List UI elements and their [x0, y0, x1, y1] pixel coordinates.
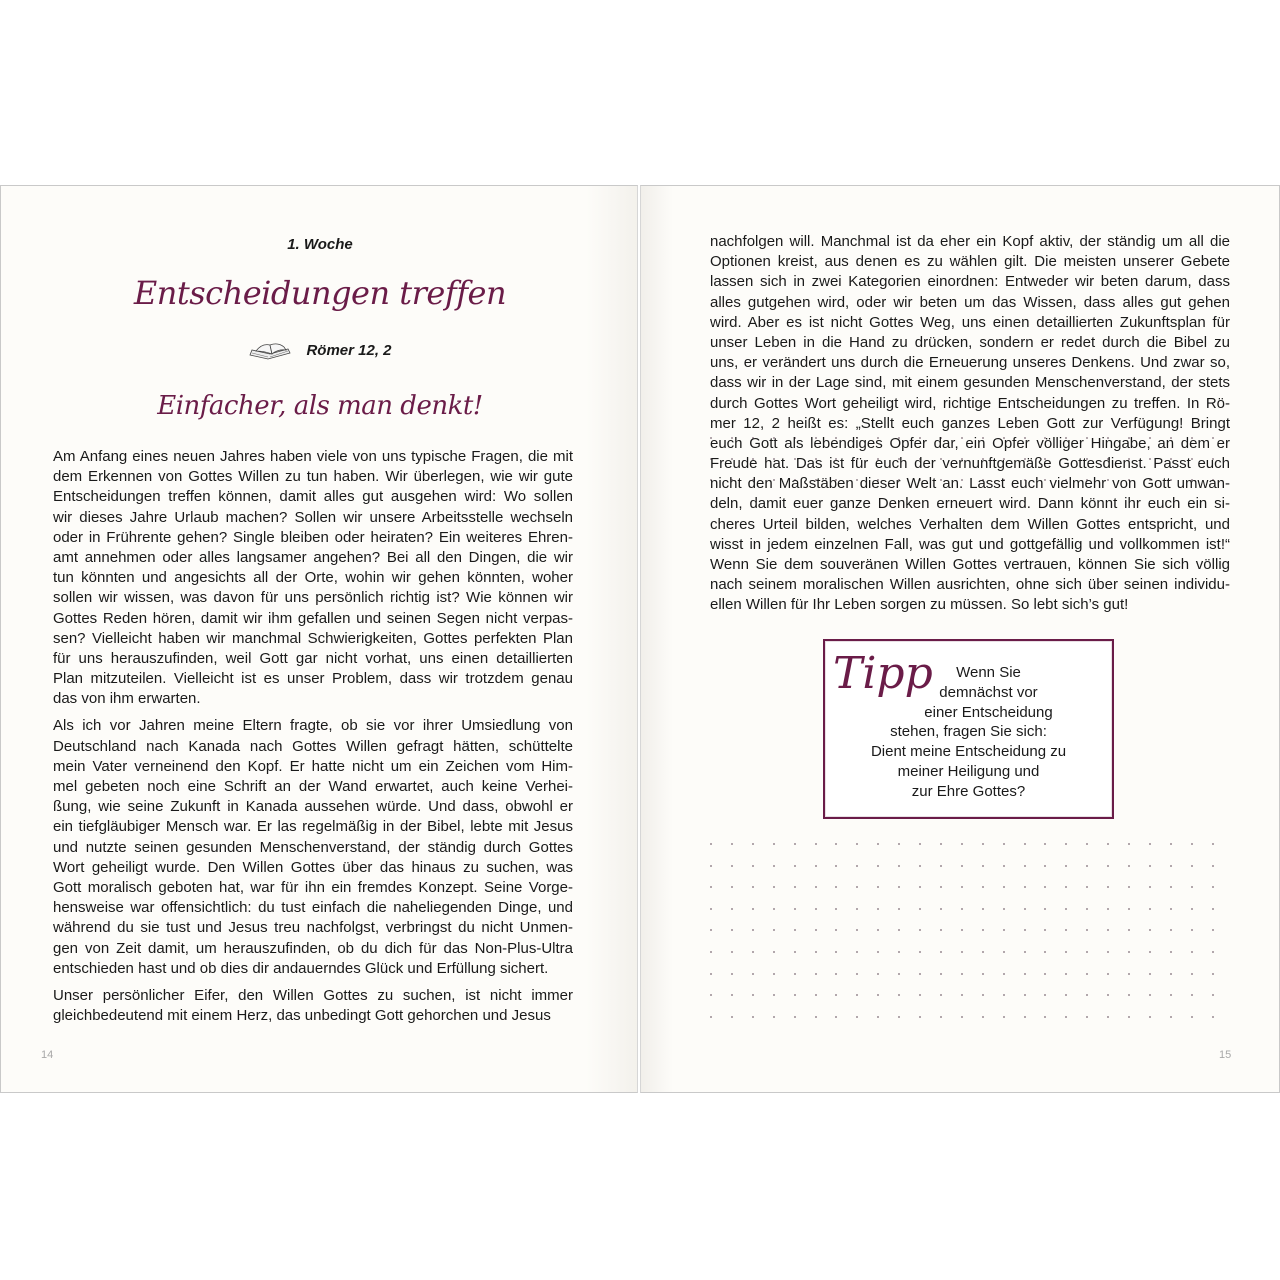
tip-box [823, 639, 1114, 819]
grid-dot [1149, 973, 1151, 975]
grid-dot [1086, 1016, 1088, 1018]
grid-dot [1149, 1016, 1151, 1018]
week-label: 1. Woche [287, 236, 353, 253]
paragraph [710, 232, 1230, 616]
grid-dot [877, 908, 879, 910]
grid-dot [1044, 843, 1046, 845]
grid-dot [898, 886, 900, 888]
grid-dot [898, 929, 900, 931]
text-line: Gott moralisch geboten hat, war für ihn ein fremdes Konzept. Seine Vorge- [53, 878, 573, 896]
grid-dot [752, 994, 754, 996]
grid-dot [815, 843, 817, 845]
page-number: 15 [1219, 1049, 1232, 1061]
grid-dot [961, 908, 963, 910]
tip-line: Wenn Sie [956, 664, 1021, 681]
text-line: Am Anfang eines neuen Jahres haben viele von uns typische Fragen, die mit [53, 448, 573, 465]
grid-dot [835, 908, 837, 910]
grid-dot [940, 951, 942, 953]
grid-dot [1191, 1016, 1193, 1018]
grid-dot [877, 886, 879, 888]
grid-dot [835, 865, 837, 867]
grid-dot [940, 886, 942, 888]
grid-dot [877, 1016, 879, 1018]
grid-dot [1170, 929, 1172, 931]
grid-dot [1128, 843, 1130, 845]
grid-dot [815, 973, 817, 975]
text-line: gen von Zeit damit, um herauszufinden, ob du dich für das Non-Plus-Ultra [53, 939, 573, 957]
grid-dot [856, 886, 858, 888]
grid-dot [835, 1016, 837, 1018]
grid-dot [1128, 951, 1130, 953]
grid-dot [1003, 1016, 1005, 1018]
grid-dot [919, 865, 921, 867]
grid-dot [835, 951, 837, 953]
grid-dot [1170, 886, 1172, 888]
grid-dot [1003, 973, 1005, 975]
grid-dot [1170, 843, 1172, 845]
grid-dot [710, 843, 712, 845]
grid-dot [961, 973, 963, 975]
text-line: tun könnten und angesichts all der Orte, wohin wir gehen könnten, woher [53, 569, 573, 587]
verse-reference: Römer 12, 2 [306, 341, 392, 359]
grid-dot [752, 908, 754, 910]
grid-dot [731, 843, 733, 845]
grid-dot [1044, 973, 1046, 975]
grid-dot [940, 843, 942, 845]
grid-dot [1212, 865, 1214, 867]
grid-dot [1149, 994, 1151, 996]
text-line: Als ich vor Jahren meine Eltern fragte, ob sie vor ihrer Umsiedlung von [53, 717, 573, 735]
grid-dot [1065, 973, 1067, 975]
grid-dot [1149, 951, 1151, 953]
grid-dot [731, 908, 733, 910]
grid-dot [773, 994, 775, 996]
text-line: unser Leben in die Hand zu drücken, sondern er redet durch die Bibel zu [710, 333, 1230, 351]
grid-dot [731, 929, 733, 931]
text-line: sen? Vielleicht haben wir manchmal Schwierigkeiten, Gottes perfekten Plan [53, 629, 573, 647]
grid-dot [1107, 973, 1109, 975]
chapter-title: Entscheidungen treffen [133, 274, 507, 312]
grid-dot [1086, 843, 1088, 845]
grid-dot [710, 886, 712, 888]
grid-dot [898, 1016, 900, 1018]
grid-dot [940, 973, 942, 975]
grid-dot [794, 994, 796, 996]
text-line: Plan mitzuteilen. Vielleicht ist es unser Problem, dass wir trotzdem genau [53, 670, 573, 688]
grid-dot [1128, 1016, 1130, 1018]
grid-dot [1065, 929, 1067, 931]
tip-line: stehen, fragen Sie sich: [890, 723, 1047, 741]
grid-dot [1191, 929, 1193, 931]
grid-dot [1065, 908, 1067, 910]
grid-dot [1044, 1016, 1046, 1018]
grid-dot [1212, 843, 1214, 845]
tip-label: Tipp [833, 648, 933, 699]
grid-dot [1107, 994, 1109, 996]
grid-dot [1212, 951, 1214, 953]
text-line: Freude hat. Das ist für euch der vernunftgemäße Gottesdienst. Passt euch [710, 455, 1230, 473]
grid-dot [1044, 994, 1046, 996]
grid-dot [1044, 865, 1046, 867]
grid-dot [731, 973, 733, 975]
text-line: wird. Aber es ist nicht Gottes Weg, uns einen detaillierten Zukunftsplan für [710, 313, 1230, 331]
grid-dot [752, 886, 754, 888]
grid-dot [877, 994, 879, 996]
text-line: nach seinem moralischen Willen ausrichten, ohne sich über seinen individu- [710, 576, 1230, 594]
grid-dot [1024, 886, 1026, 888]
grid-dot [1149, 908, 1151, 910]
text-line: Unser persönlicher Eifer, den Willen Gottes zu suchen, ist nicht immer [53, 986, 573, 1004]
text-line: für uns herauszufinden, weil Gott gar nicht vorhat, uns einen detaillierten [53, 649, 573, 667]
grid-dot [815, 1016, 817, 1018]
grid-dot [731, 994, 733, 996]
grid-dot [1170, 1016, 1172, 1018]
grid-dot [1107, 908, 1109, 910]
text-line: ßung, wie seine Zukunft in Kanada aussehen würde. Und dass, obwohl er [53, 798, 573, 816]
grid-dot [1044, 908, 1046, 910]
grid-dot [773, 886, 775, 888]
grid-dot [919, 843, 921, 845]
grid-dot [1086, 865, 1088, 867]
grid-dot [898, 865, 900, 867]
text-line: Wenn Sie dem souveränen Willen Gottes vertrauen, können Sie sich völlig [710, 556, 1230, 573]
grid-dot [982, 973, 984, 975]
grid-dot [1044, 951, 1046, 953]
grid-dot [835, 843, 837, 845]
grid-dot [1128, 908, 1130, 910]
grid-dot [961, 886, 963, 888]
grid-dot [710, 994, 712, 996]
grid-dot [815, 951, 817, 953]
grid-dot [1107, 929, 1109, 931]
right-page [640, 185, 1280, 1093]
grid-dot [773, 1016, 775, 1018]
grid-dot [898, 994, 900, 996]
grid-dot [1191, 865, 1193, 867]
grid-dot [1107, 843, 1109, 845]
grid-dot [773, 843, 775, 845]
text-line: cheres Urteil bilden, welches Verhalten dem Willen Gottes entspricht, und [710, 515, 1230, 533]
text-line: sollen wir wissen, was davon für uns persönlich richtig ist? Wie können wir [53, 589, 573, 607]
grid-dot [982, 951, 984, 953]
grid-dot [794, 865, 796, 867]
grid-dot [1107, 1016, 1109, 1018]
grid-dot [1191, 951, 1193, 953]
text-line: nicht den Maßstäben dieser Welt an. Lasst euch vielmehr von Gott umwan- [710, 475, 1230, 493]
grid-dot [898, 973, 900, 975]
grid-dot [1024, 1016, 1026, 1018]
grid-dot [1170, 865, 1172, 867]
text-line: euch Gott als lebendiges Opfer dar, ein Opfer völliger Hingabe, an dem er [710, 434, 1230, 452]
grid-dot [961, 1016, 963, 1018]
grid-dot [1065, 886, 1067, 888]
grid-dot [773, 973, 775, 975]
grid-dot [1086, 886, 1088, 888]
grid-dot [982, 865, 984, 867]
grid-dot [1024, 951, 1026, 953]
grid-dot [919, 973, 921, 975]
grid-dot [1003, 908, 1005, 910]
text-line: gleichbedeutend mit einem Herz, das unbedingt Gott gehorchen und Jesus [53, 1007, 551, 1025]
paragraph [53, 447, 573, 709]
grid-dot [1065, 1016, 1067, 1018]
grid-dot [1003, 886, 1005, 888]
grid-dot [982, 843, 984, 845]
grid-dot [1149, 886, 1151, 888]
grid-dot [710, 1016, 712, 1018]
grid-dot [794, 1016, 796, 1018]
grid-dot [919, 929, 921, 931]
grid-dot [1003, 951, 1005, 953]
grid-dot [856, 908, 858, 910]
grid-dot [961, 994, 963, 996]
grid-dot [731, 865, 733, 867]
paragraph [53, 716, 573, 978]
grid-dot [752, 843, 754, 845]
grid-dot [835, 973, 837, 975]
grid-dot [919, 951, 921, 953]
grid-dot [856, 973, 858, 975]
text-line: uns, er verändert uns durch die Erneuerung unseres Denkens. Und zwar so, [710, 354, 1230, 372]
tip-line: meiner Heiligung und [897, 762, 1040, 780]
text-line: entschieden hast und ob dies dir andauerndes Glück und Erfüllung sichert. [53, 959, 549, 977]
grid-dot [1086, 908, 1088, 910]
grid-dot [1128, 973, 1130, 975]
grid-dot [1107, 951, 1109, 953]
grid-dot [773, 865, 775, 867]
grid-dot [877, 973, 879, 975]
open-book-icon [248, 339, 292, 361]
text-line: oder in Frührente gehen? Single bleiben oder heiraten? Ein weiteres Ehren- [53, 528, 573, 546]
grid-dot [1086, 929, 1088, 931]
grid-dot [1044, 886, 1046, 888]
grid-dot [794, 929, 796, 931]
tip-line: zur Ehre Gottes? [911, 782, 1026, 800]
grid-dot [835, 929, 837, 931]
grid-dot [1212, 1016, 1214, 1018]
grid-dot [877, 843, 879, 845]
text-line: Deutschland nach Kanada nach Gottes Willen gefragt hätten, schüttelte [53, 737, 573, 755]
grid-dot [1191, 908, 1193, 910]
text-line: mein Vater verneinend den Kopf. Er hatte nicht um ein Zeichen vom Him- [53, 757, 573, 775]
grid-dot [877, 865, 879, 867]
grid-dot [898, 951, 900, 953]
grid-dot [940, 865, 942, 867]
grid-dot [835, 886, 837, 888]
text-line: mel gebeten noch eine Schrift an der Wand erwartet, auch keine Verhei- [53, 778, 573, 795]
text-line: dass wir in der Lage sind, mit einem gesunden Menschenverstand, der stets [710, 374, 1230, 392]
text-line: dem Erkennen von Gottes Willen zu tun haben. Wir überlegen, wie wir gute [53, 468, 573, 486]
grid-dot [898, 908, 900, 910]
text-line: das von ihm erwarten. [53, 690, 201, 708]
page-number: 14 [41, 1049, 54, 1061]
grid-dot [794, 951, 796, 953]
text-line: lassen sich in zwei Kategorien einordnen: Entweder wir beten darum, dass [710, 273, 1230, 291]
verse-reference-row [1, 339, 639, 361]
text-line: ellen Willen für Ihr Leben sorgen zu müssen. So lebt sich’s gut! [710, 596, 1129, 614]
grid-dot [1065, 951, 1067, 953]
text-line: deln, damit euer ganze Denken erneuert wird. Dann könnt ihr euch ein si- [710, 495, 1230, 513]
text-line: Entscheidungen treffen können, damit alles gut ausgehen wird: Wo sollen [53, 488, 573, 506]
grid-dot [773, 908, 775, 910]
grid-dot [856, 843, 858, 845]
text-line: Wort geheiligt wurde. Den Willen Gottes über das hinaus zu suchen, was [53, 858, 573, 876]
text-line: Optionen kreist, aus denen es zu wählen gilt. Die meisten unserer Gebete [710, 253, 1230, 271]
grid-dot [1149, 929, 1151, 931]
text-line: amt annehmen oder alles langsamer angehen? Bei all den Dingen, die wir [53, 548, 573, 566]
grid-dot [773, 951, 775, 953]
text-line: wisst in jedem einzelnen Fall, was gut und gottgefällig und vollkommen ist!“ [710, 535, 1230, 553]
grid-dot [1024, 865, 1026, 867]
grid-dot [835, 994, 837, 996]
grid-dot [815, 886, 817, 888]
grid-dot [1024, 929, 1026, 931]
text-line: mer 12, 2 heißt es: „Stellt euch ganzes Leben Gott zur Verfügung! Bringt [710, 414, 1230, 432]
text-line: während du sie tust und Jesus treu nachfolgst, verbringst du nicht Unmen- [53, 919, 573, 937]
grid-dot [752, 929, 754, 931]
grid-dot [856, 994, 858, 996]
grid-dot [982, 994, 984, 996]
grid-dot [710, 951, 712, 953]
grid-dot [1170, 973, 1172, 975]
grid-dot [815, 929, 817, 931]
tip-text [825, 663, 1112, 802]
grid-dot [1170, 994, 1172, 996]
grid-dot [940, 994, 942, 996]
grid-dot [961, 951, 963, 953]
tip-line: Dient meine Entscheidung zu [870, 743, 1067, 761]
grid-dot [1065, 865, 1067, 867]
grid-dot [752, 865, 754, 867]
grid-dot [961, 929, 963, 931]
grid-dot [898, 843, 900, 845]
grid-dot [877, 929, 879, 931]
grid-dot [731, 1016, 733, 1018]
grid-dot [731, 951, 733, 953]
grid-dot [1212, 929, 1214, 931]
grid-dot [710, 865, 712, 867]
text-line: und nutzte seinen gesunden Menschenverstand, der ständig durch Gottes [53, 838, 573, 856]
grid-dot [1065, 994, 1067, 996]
grid-dot [982, 886, 984, 888]
grid-dot [961, 865, 963, 867]
grid-dot [773, 929, 775, 931]
grid-dot [752, 973, 754, 975]
grid-dot [1128, 886, 1130, 888]
grid-dot [919, 1016, 921, 1018]
text-line: ein tiefgläubiger Mensch war. Er las regelmäßig in der Bibel, lebte mit Jesus [53, 818, 573, 836]
grid-dot [731, 886, 733, 888]
grid-dot [1128, 929, 1130, 931]
grid-dot [1024, 908, 1026, 910]
grid-dot [919, 886, 921, 888]
grid-dot [1086, 994, 1088, 996]
grid-dot [1149, 843, 1151, 845]
grid-dot [1170, 908, 1172, 910]
grid-dot [1024, 994, 1026, 996]
grid-dot [961, 843, 963, 845]
grid-dot [752, 1016, 754, 1018]
grid-dot [1212, 908, 1214, 910]
text-line: wir dieses Jahre Urlaub machen? Sollen wir unsere Arbeitsstelle wechseln [53, 508, 573, 526]
tip-line: einer Entscheidung [924, 703, 1053, 721]
grid-dot [982, 1016, 984, 1018]
grid-dot [794, 886, 796, 888]
grid-dot [710, 929, 712, 931]
body-text [53, 447, 573, 1033]
grid-dot [1191, 843, 1193, 845]
grid-dot [1107, 886, 1109, 888]
grid-dot [1086, 973, 1088, 975]
grid-dot [919, 908, 921, 910]
grid-dot [1128, 994, 1130, 996]
left-page [0, 185, 638, 1093]
grid-dot [1003, 843, 1005, 845]
grid-dot [1003, 929, 1005, 931]
grid-dot [794, 843, 796, 845]
grid-dot [1191, 886, 1193, 888]
grid-dot [1170, 951, 1172, 953]
text-line: nachfolgen will. Manchmal ist da eher ein Kopf aktiv, der ständig um all die [710, 233, 1230, 250]
text-line: hensweise war offensichtlich: du tust einfach die naheliegenden Dinge, und [53, 899, 573, 917]
text-line: durch Gottes Wort geheiligt wird, richtige Entscheidungen zu treffen. In Rö- [710, 394, 1230, 412]
grid-dot [1191, 973, 1193, 975]
grid-dot [1086, 951, 1088, 953]
grid-dot [1024, 843, 1026, 845]
section-subtitle: Einfacher, als man denkt! [157, 391, 483, 421]
grid-dot [1212, 973, 1214, 975]
grid-dot [752, 951, 754, 953]
grid-dot [710, 973, 712, 975]
grid-dot [815, 908, 817, 910]
grid-dot [982, 929, 984, 931]
grid-dot [1003, 865, 1005, 867]
grid-dot [856, 1016, 858, 1018]
grid-dot [919, 994, 921, 996]
grid-dot [940, 929, 942, 931]
grid-dot [794, 973, 796, 975]
grid-dot [1065, 843, 1067, 845]
body-text [710, 232, 1230, 623]
grid-dot [815, 994, 817, 996]
grid-dot [1128, 865, 1130, 867]
grid-dot [710, 908, 712, 910]
paragraph [53, 986, 573, 1026]
grid-dot [1024, 973, 1026, 975]
text-line: Gottes Reden hören, damit wir ihm gefallen und seinen Segen nicht verpas- [53, 609, 573, 627]
tip-line: demnächst vor [939, 683, 1038, 701]
text-line: alles gutgehen wird, oder wir beten um das Wissen, dass alles gut gehen [710, 293, 1230, 311]
grid-dot [877, 951, 879, 953]
grid-dot [856, 929, 858, 931]
grid-dot [1212, 994, 1214, 996]
grid-dot [856, 951, 858, 953]
grid-dot [1149, 865, 1151, 867]
grid-dot [1191, 994, 1193, 996]
grid-dot [1044, 929, 1046, 931]
grid-dot [856, 865, 858, 867]
grid-dot [1107, 865, 1109, 867]
grid-dot [940, 908, 942, 910]
grid-dot [815, 865, 817, 867]
grid-dot [794, 908, 796, 910]
grid-dot [1212, 886, 1214, 888]
grid-dot [982, 908, 984, 910]
grid-dot [1003, 994, 1005, 996]
grid-dot [940, 1016, 942, 1018]
